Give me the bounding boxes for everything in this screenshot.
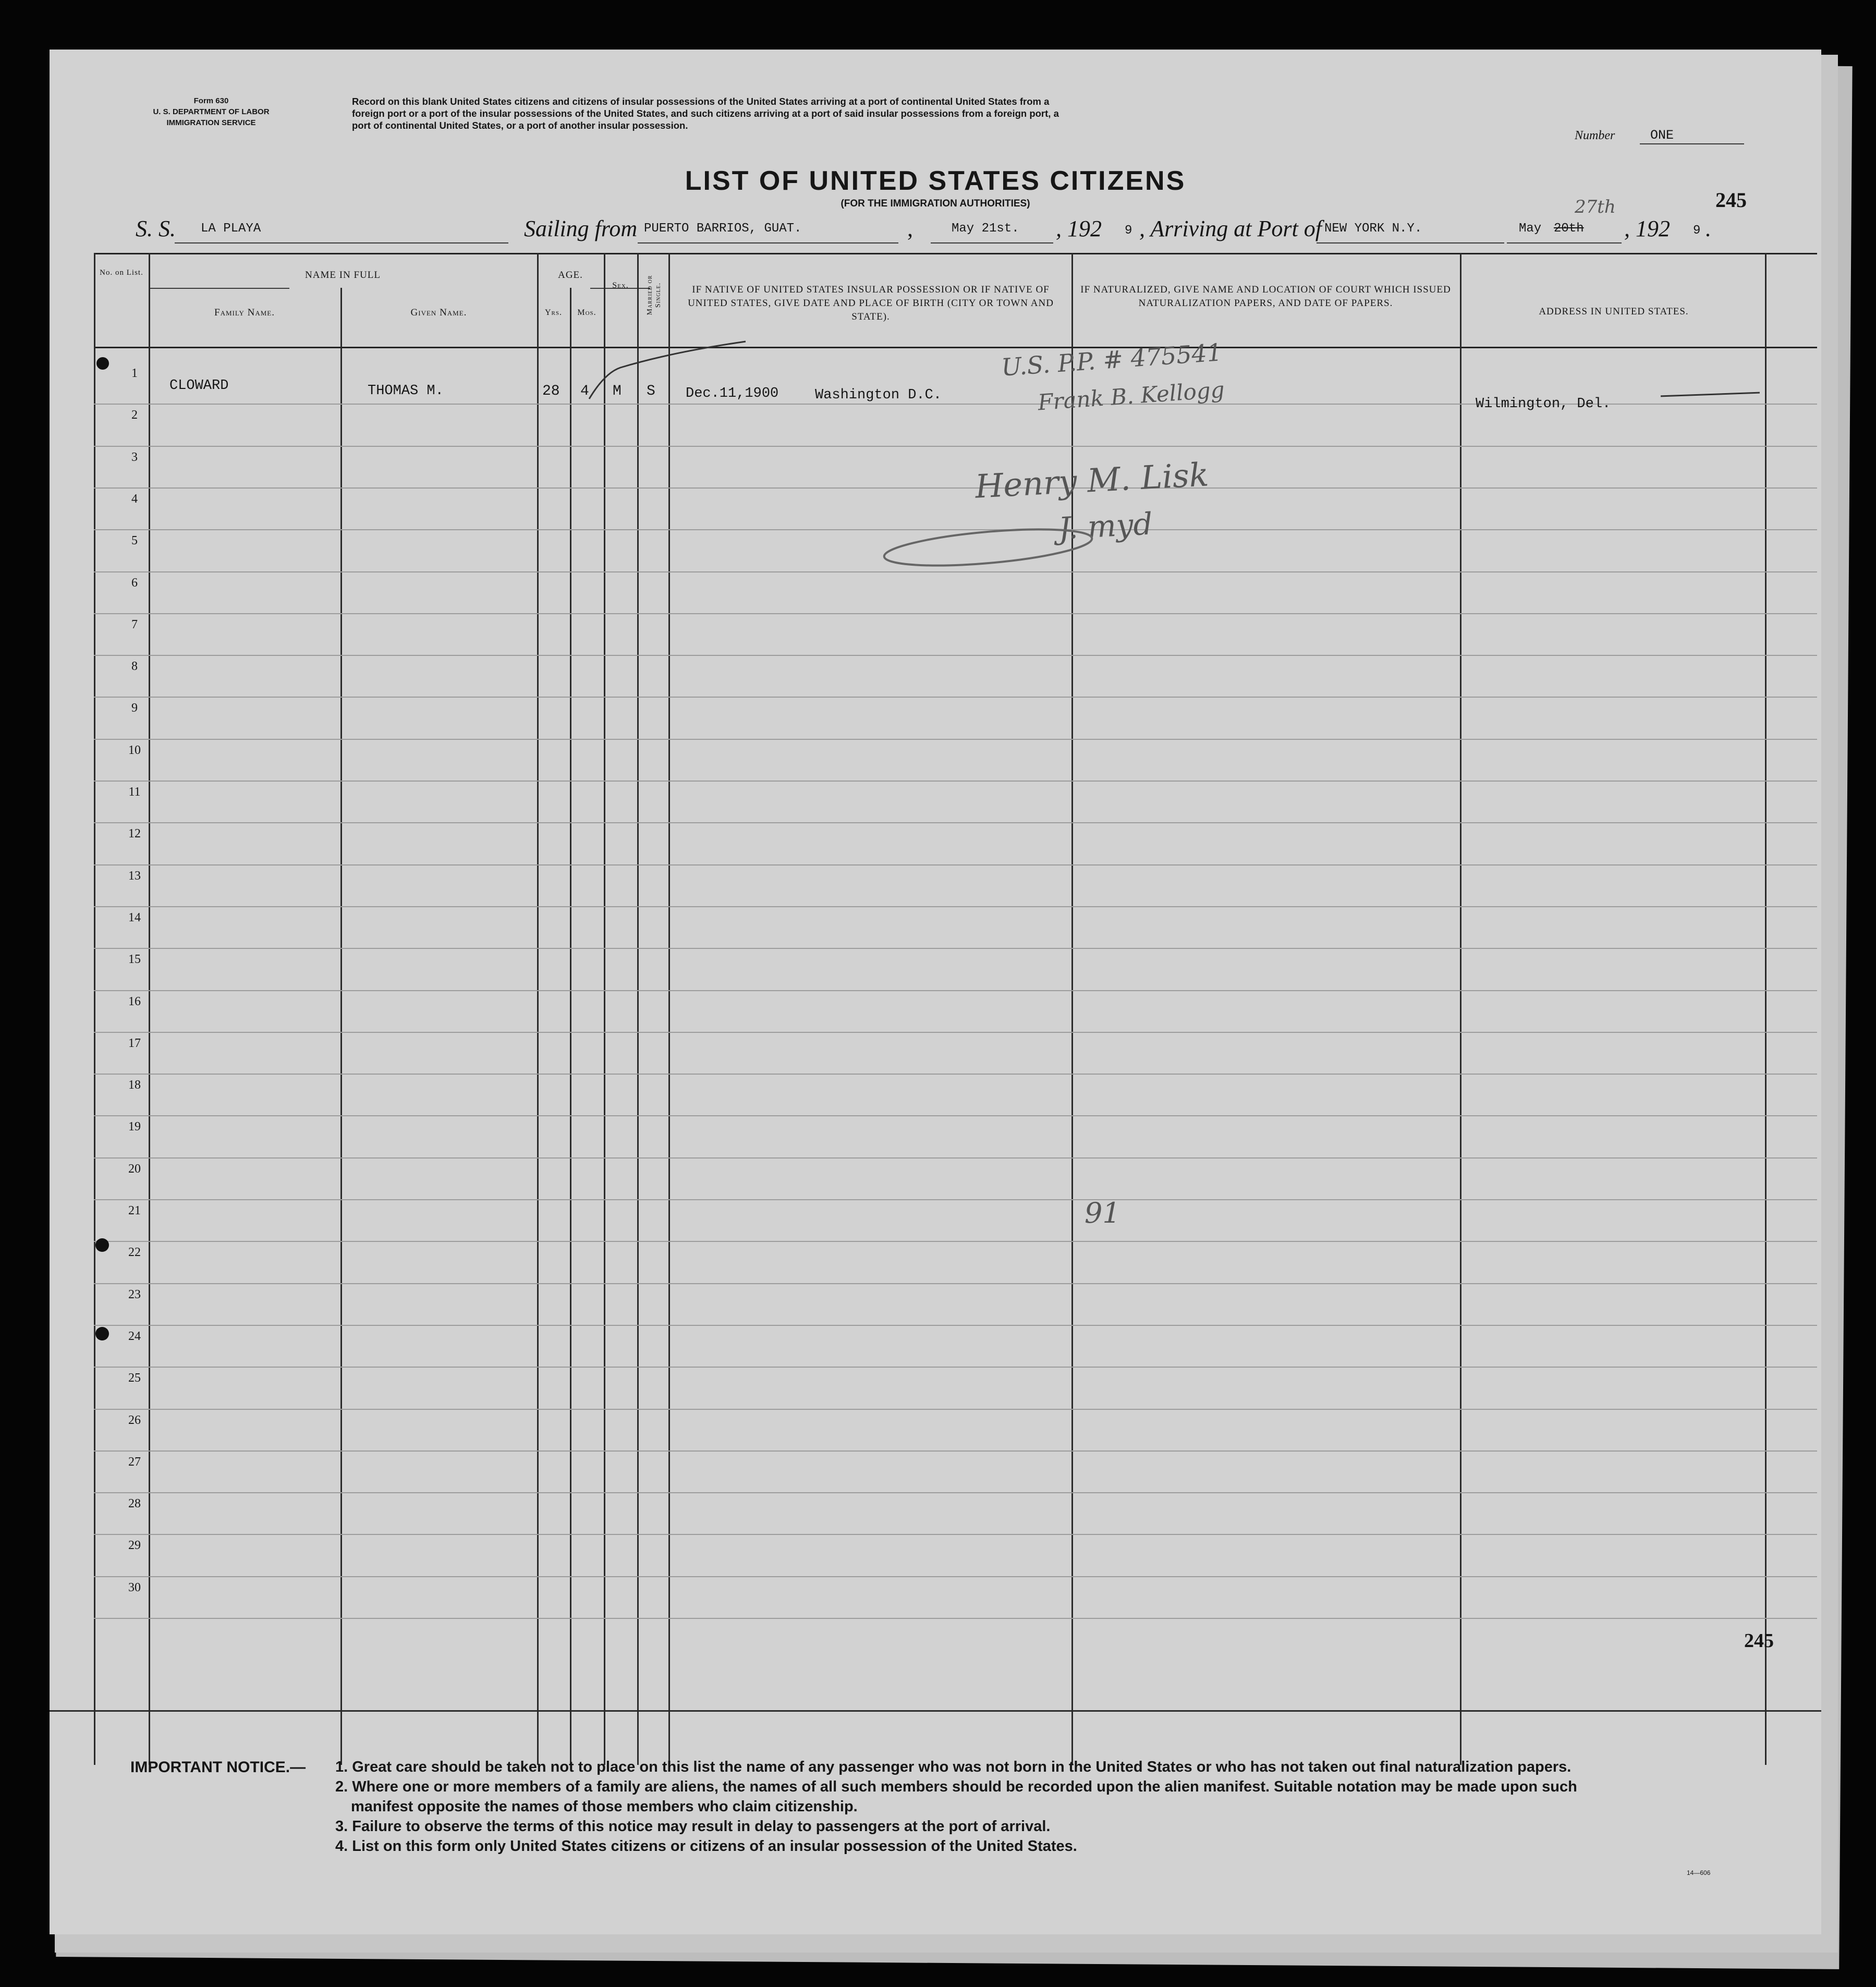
row-number: 13 [128,869,141,883]
footer-rule [50,1710,1821,1712]
entry-birth-place: Washington D.C. [815,387,942,403]
manifest-page [50,50,1821,1934]
row-rule [94,1074,1817,1075]
punch-hole [96,357,109,370]
row-number: 29 [128,1539,141,1553]
header-name-in-full: NAME IN FULL [305,270,381,281]
instructions [352,95,1551,131]
column-rule [1765,253,1767,1765]
header-given-name: Given Name. [410,307,467,318]
header-sex: Sex. [612,281,629,290]
row-rule [94,1492,1817,1493]
row-rule [94,1409,1817,1410]
row-number: 23 [128,1287,141,1301]
underline [1507,242,1622,243]
entry-given-name: THOMAS M. [368,383,444,399]
check-mark [584,331,751,404]
underline [638,242,898,243]
underline [175,242,508,243]
entry-address: Wilmington, Del. [1476,396,1611,412]
year-prefix: , 192 [1624,216,1670,241]
row-rule [94,906,1817,907]
row-rule [94,655,1817,656]
header-family-name: Family Name. [214,307,275,318]
row-number: 11 [128,785,141,799]
row-number: 22 [128,1246,141,1260]
row-number: 30 [128,1580,141,1594]
header-years: Yrs. [544,308,562,317]
row-rule [94,1618,1817,1619]
row-number: 18 [128,1078,141,1092]
entry-sex: M [613,383,622,399]
punch-hole [95,1238,109,1252]
column-rule [604,253,605,1765]
page-number-bottom: 245 [1744,1630,1774,1652]
row-number: 24 [128,1329,141,1343]
row-number: 28 [128,1497,141,1511]
row-rule [94,1576,1817,1577]
row-rule [94,1032,1817,1033]
row-number: 7 [131,617,138,631]
annotation-initials: J. myd [1057,506,1154,546]
row-number: 14 [128,910,141,924]
row-rule [94,446,1817,447]
notice-item: 4. List on this form only United States citizens or citizens of an insular possession of the United States. [335,1838,1077,1855]
row-rule [94,697,1817,698]
column-rule [537,253,539,1765]
column-rule [1460,253,1461,1765]
number-underline [1640,143,1744,144]
entry-family-name: CLOWARD [169,378,229,394]
row-number: 4 [131,492,138,506]
address-dash [1661,392,1760,397]
number-value: ONE [1650,128,1674,143]
year-prefix: , 192 [1056,216,1102,241]
table-top-border [94,253,1817,254]
column-rule [94,253,95,1765]
header-married-single: Married or Single. [646,275,662,315]
row-number: 8 [131,660,138,674]
row-rule [94,864,1817,865]
row-number: 26 [128,1413,141,1427]
row-rule [94,1534,1817,1535]
row-number: 9 [131,701,138,715]
depart-date: May 21st. [952,222,1019,236]
arrival-month: May [1519,222,1542,236]
row-number: 19 [128,1120,141,1134]
instruction-line: foreign port or a port of the insular possessions of the United States, and such citizens arriving at a port of said insular possessions from a foreign port, a [352,108,1059,119]
underline [1317,242,1504,243]
column-rule [570,288,571,1765]
punch-hole [95,1327,109,1340]
entry-birth-date: Dec.11,1900 [686,386,779,401]
page-number: 245 [1715,188,1747,212]
row-rule [94,739,1817,740]
row-number: 12 [128,827,141,841]
header-divider [149,288,289,289]
row-rule [94,1325,1817,1326]
form-number: Form 630 [193,96,229,105]
number-label: Number [1575,129,1615,142]
row-number: 2 [131,408,138,422]
arrival-day-struck: 20th [1554,222,1584,236]
row-number: 6 [131,576,138,590]
entry-marital: S [647,383,655,399]
department-name: U. S. DEPARTMENT OF LABOR [153,107,270,116]
entry-age-months: 4 [580,383,589,399]
page-subtitle: (FOR THE IMMIGRATION AUTHORITIES) [840,198,1030,209]
row-number: 5 [131,534,138,548]
row-number: 1 [131,367,138,380]
row-number: 21 [128,1204,141,1217]
column-rule [149,253,150,1765]
annotation-number-91: 91 [1085,1197,1120,1229]
row-rule [94,1115,1817,1116]
annotation-signature: Henry M. Lisk [974,455,1210,506]
ship-name: LA PLAYA [201,222,261,236]
column-rule [668,253,670,1765]
row-rule [94,948,1817,949]
header-birth: IF NATIVE OF UNITED STATES INSULAR POSSESSION OR IF NATIVE OF UNITED STATES, GIVE DATE AND PLACE OF BIRTH (CITY OR TOWN AND STATE). [688,284,1054,322]
instruction-line: port of continental United States, or a port of another insular possession. [352,120,688,131]
signature-flourish [879,519,1108,576]
notice-item: 3. Failure to observe the terms of this notice may result in delay to passengers at the port of arrival. [335,1818,1051,1835]
row-number: 27 [128,1455,141,1469]
entry-signature-handwritten: Frank B. Kellogg [1037,376,1225,416]
row-number: 3 [131,450,138,464]
column-rule [340,288,342,1765]
sailing-label: Sailing from [524,216,638,241]
header-address: ADDRESS IN UNITED STATES. [1539,306,1689,317]
arrival-day-handwritten: 27th [1575,197,1616,217]
entry-age-years: 28 [542,383,560,399]
sailing-from: PUERTO BARRIOS, GUAT. [644,222,802,236]
row-rule [94,990,1817,991]
depart-year: 9 [1125,224,1132,238]
end-period: . [1705,216,1711,241]
row-rule [94,1367,1817,1368]
row-rule [94,1450,1817,1452]
ss-label: S. S. [136,216,176,241]
row-number: 10 [128,743,141,757]
row-rule [94,1283,1817,1284]
comma: , [907,216,913,241]
arriving-label: , Arriving at Port of [1139,216,1322,241]
row-rule [94,1199,1817,1200]
notice-item: 2. Where one or more members of a family are aliens, the names of all such members should be recorded upon the alien manifest. Suitable notation may be made upon such [335,1778,1577,1795]
header-no-on-list: No. on List. [100,269,143,277]
page-title: LIST OF UNITED STATES CITIZENS [685,166,1186,196]
entry-passport-handwritten: U.S. P.P. # 475541 [1000,338,1223,382]
header-bottom-border [94,347,1817,348]
service-name: IMMIGRATION SERVICE [166,118,256,127]
arrival-year: 9 [1693,224,1701,238]
row-number: 25 [128,1371,141,1385]
header-months: Mos. [577,308,596,317]
row-number: 17 [128,1036,141,1050]
notice-item: 1. Great care should be taken not to place on this list the name of any passenger who was not born in the United States or who has not taken out final naturalization papers. [335,1759,1572,1775]
underline [931,242,1053,243]
row-rule [94,487,1817,489]
header-age: AGE. [558,270,583,281]
row-rule [94,1157,1817,1159]
arrival-port: NEW YORK N.Y. [1324,222,1422,236]
instruction-line: Record on this blank United States citizens and citizens of insular possessions of the United States arriving at a port of continental United States from a [352,96,1050,107]
row-number: 16 [128,994,141,1008]
header-naturalized: IF NATURALIZED, GIVE NAME AND LOCATION OF COURT WHICH ISSUED NATURALIZATION PAPERS, AND DATE OF PAPERS. [1080,284,1451,309]
row-rule [94,613,1817,614]
form-header [143,95,279,128]
notice-item: manifest opposite the names of those members who claim citizenship. [351,1798,858,1815]
print-code: 14—606 [1687,1869,1711,1876]
column-rule [637,253,639,1765]
row-rule [94,781,1817,782]
row-rule [94,822,1817,823]
notice-label: IMPORTANT NOTICE.— [130,1759,306,1776]
row-rule [94,1241,1817,1242]
row-number: 20 [128,1162,141,1176]
row-number: 15 [128,953,141,967]
